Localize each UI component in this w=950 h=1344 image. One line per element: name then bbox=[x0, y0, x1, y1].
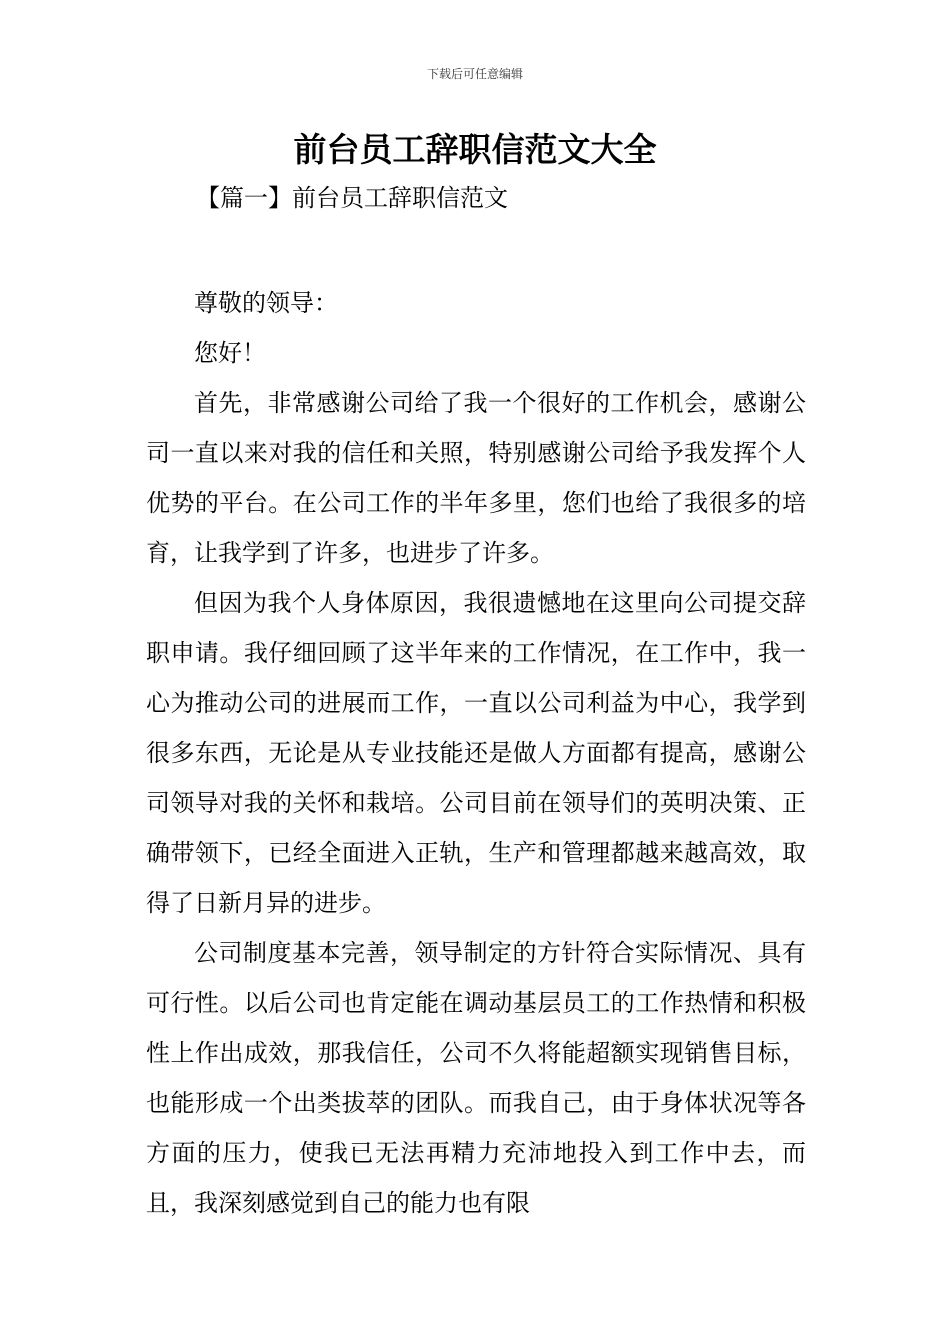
section-heading: 【篇一】前台员工辞职信范文 bbox=[196, 184, 508, 212]
body-paragraph: 但因为我个人身体原因，我很遗憾地在这里向公司提交辞职申请。我仔细回顾了这半年来的工作情况，在工作中，我一心为推动公司的进展而工作，一直以公司利益为中心，我学到很多东西，无论是从专业技能还是做人方面都有提高，感谢公司领导对我的关怀和栽培。公司目前在领导们的英明决策、正确带领下，已经全面进入正轨，生产和管理都越来越高效，取得了日新月异的进步。 bbox=[146, 589, 806, 917]
letter-body bbox=[146, 278, 806, 1228]
document-title: 前台员工辞职信范文大全 bbox=[293, 130, 657, 169]
greeting: 您好！ bbox=[194, 339, 266, 367]
salutation: 尊敬的领导： bbox=[194, 289, 338, 317]
body-paragraph: 公司制度基本完善，领导制定的方针符合实际情况、具有可行性。以后公司也肯定能在调动基层员工的工作热情和积极性上作出成效，那我信任，公司不久将能超额实现销售目标，也能形成一个出类拔萃的团队。而我自己，由于身体状况等各方面的压力，使我已无法再精力充沛地投入到工作中去，而且，我深刻感觉到自己的能力也有限 bbox=[146, 939, 806, 1217]
header-note: 下载后可任意编辑 bbox=[426, 67, 523, 81]
body-paragraph: 首先，非常感谢公司给了我一个很好的工作机会，感谢公司一直以来对我的信任和关照，特别感谢公司给予我发挥个人优势的平台。在公司工作的半年多里，您们也给了我很多的培育，让我学到了许多，也进步了许多。 bbox=[146, 389, 806, 567]
